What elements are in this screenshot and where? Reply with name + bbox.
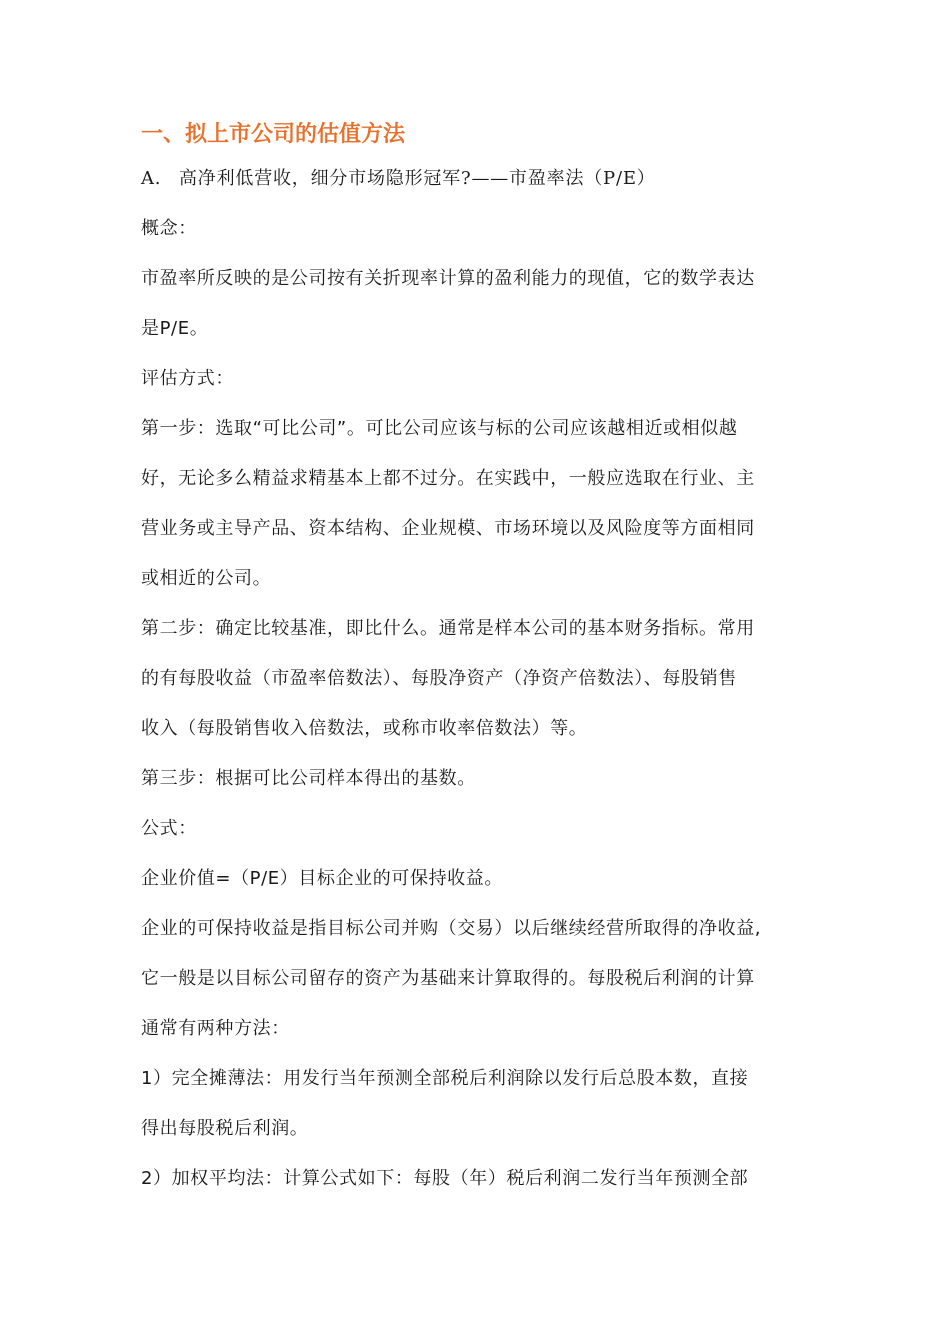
paragraph-line: 的有每股收益（市盈率倍数法）、每股净资产（净资产倍数法）、每股销售 [141,668,737,689]
paragraph-line: 企业的可保持收益是指目标公司并购（交易）以后继续经营所取得的净收益, [141,918,762,939]
paragraph-line: 通常有两种方法： [141,1018,290,1039]
paragraph-line: 第二步：确定比较基准，即比什么。通常是样本公司的基本财务指标。常用 [141,618,755,639]
paragraph-line: 好，无论多么精益求精基本上都不过分。在实践中，一般应选取在行业、主 [141,468,755,489]
paragraph-line: 营业务或主导产品、资本结构、企业规模、市场环境以及风险度等方面相同 [141,518,755,539]
paragraph-line: 1）完全摊薄法：用发行当年预测全部税后利润除以发行后总股本数，直接 [141,1068,749,1089]
subsection-marker: A. [141,168,162,189]
section-heading: 一、拟上市公司的估值方法 [141,122,406,147]
subsection-title: 高净利低营收，细分市场隐形冠军?——市盈率法（P/E） [179,168,656,189]
paragraph-line: 得出每股税后利润。 [141,1118,309,1139]
paragraph-line: 或相近的公司。 [141,568,272,589]
paragraph-line: 第一步：选取“可比公司”。可比公司应该与标的公司应该越相近或相似越 [141,418,738,439]
paragraph-line: 收入（每股销售收入倍数法，或称市收率倍数法）等。 [141,718,588,739]
formula-label: 公式： [141,818,197,839]
concept-label: 概念： [141,218,197,239]
formula-line: 企业价值=（P/E）目标企业的可保持收益。 [141,868,503,889]
paragraph-line: 市盈率所反映的是公司按有关折现率计算的盈利能力的现值，它的数学表达 [141,268,755,289]
evaluation-label: 评估方式： [141,368,234,389]
document-body [141,116,821,1214]
paragraph-line: 第三步：根据可比公司样本得出的基数。 [141,768,476,789]
subsection-heading [141,164,821,214]
paragraph-line: 2）加权平均法：计算公式如下：每股（年）税后利润二发行当年预测全部 [141,1168,749,1189]
paragraph-line: 是P/E。 [141,318,209,339]
paragraph-line: 它一般是以目标公司留存的资产为基础来计算取得的。每股税后利润的计算 [141,968,755,989]
